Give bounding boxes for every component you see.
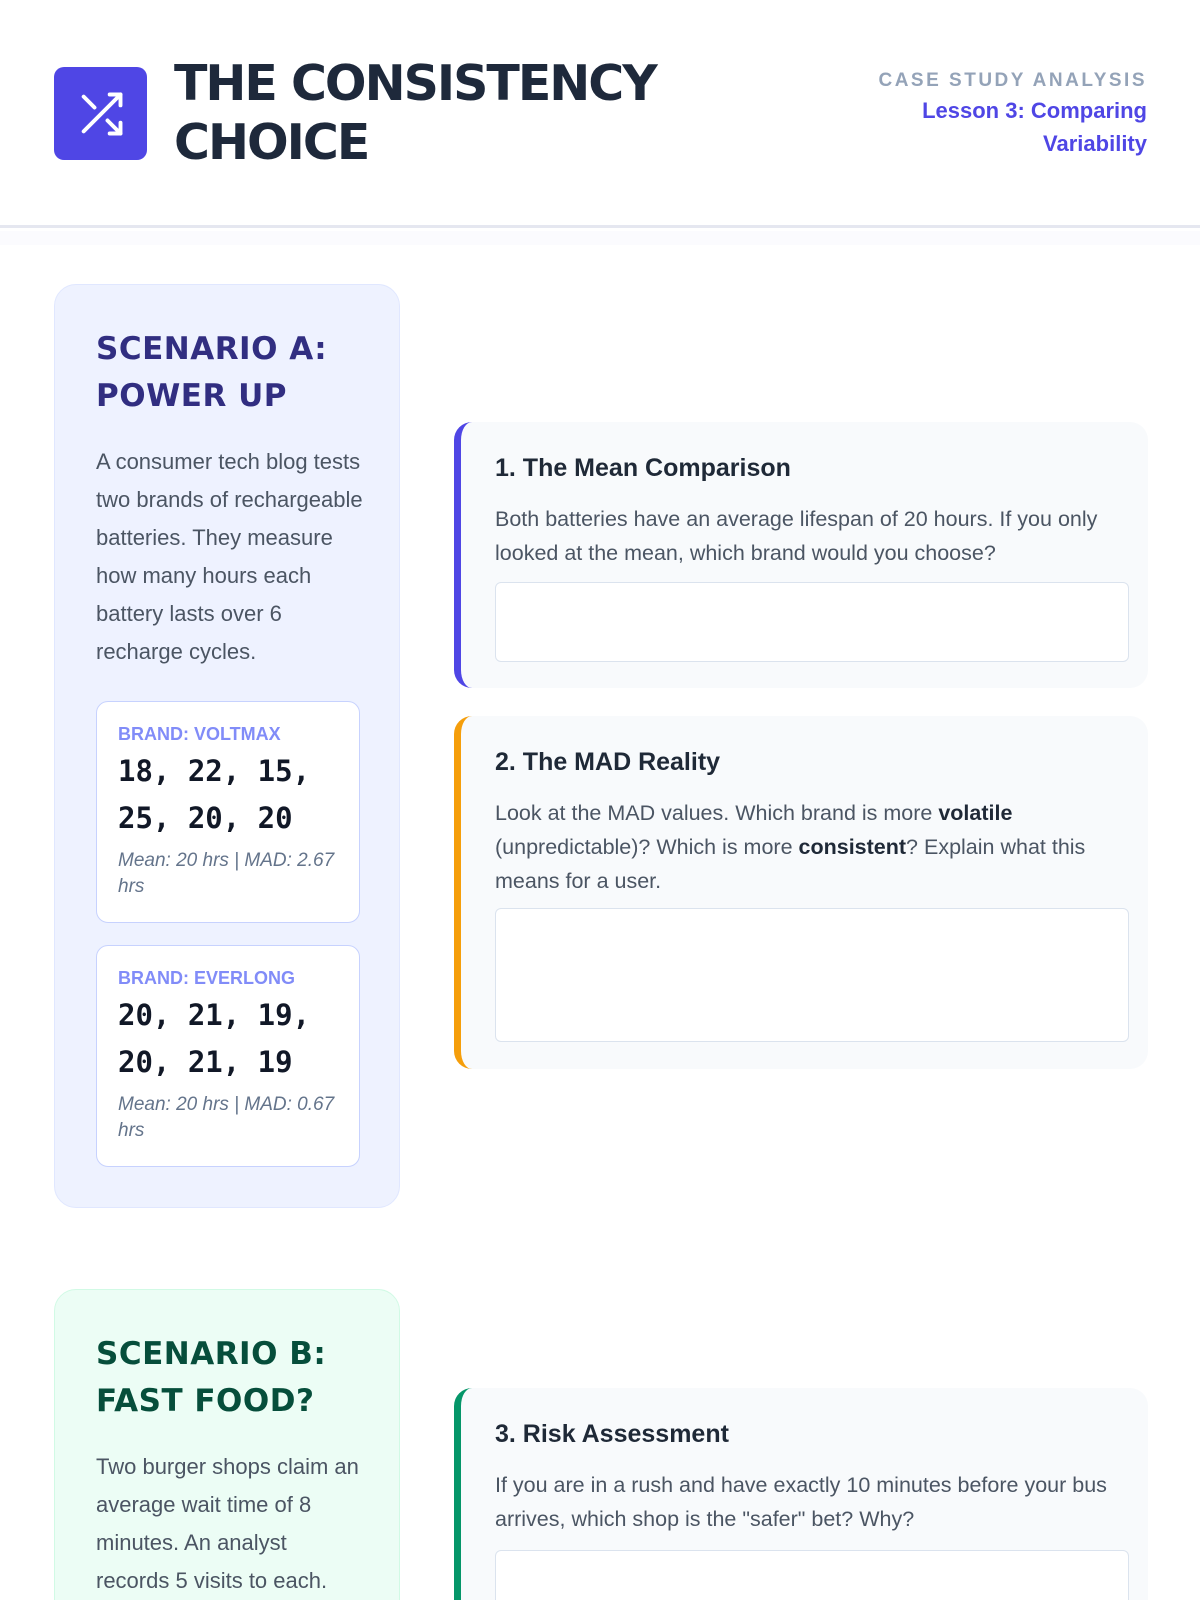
page-header	[0, 0, 1200, 228]
question-text-part: (unpredictable)? Which is more	[495, 835, 799, 859]
emphasis-consistent: consistent	[798, 835, 907, 859]
scenario-a-card	[54, 284, 400, 1208]
emphasis-volatile: volatile	[938, 801, 1013, 825]
scenario-a-title: SCENARIO A: POWER UP	[96, 331, 328, 414]
lesson-label: Lesson 3: Comparing Variability	[922, 98, 1147, 156]
brand-label: BRAND: VOLTMAX	[118, 724, 281, 744]
scenario-a-description: A consumer tech blog tests two brands of rechargeable batteries. They measure how many hours each battery lasts over 6 recharge cycles.	[96, 449, 363, 664]
answer-box-3[interactable]	[495, 1550, 1129, 1600]
scenario-b-card	[54, 1289, 400, 1600]
question-card-1	[454, 422, 1148, 688]
page-title	[174, 54, 656, 172]
category-label: CASE STUDY ANALYSIS	[878, 70, 1147, 91]
question-text	[495, 796, 1125, 898]
brand-label: BRAND: EVERLONG	[118, 968, 296, 988]
question-card-2	[454, 716, 1148, 1069]
question-text-part: ? Explain what this means for a user.	[495, 835, 1086, 893]
brand-card-voltmax	[96, 701, 360, 923]
question-title: 2. The MAD Reality	[495, 748, 721, 776]
brand-values: 20, 21, 19, 20, 21, 19	[118, 998, 311, 1079]
question-title: 1. The Mean Comparison	[495, 454, 791, 482]
brand-card-everlong	[96, 945, 360, 1167]
question-title: 3. Risk Assessment	[495, 1420, 729, 1448]
scenario-b-description: Two burger shops claim an average wait time of 8 minutes. An analyst records 5 visits to each.	[96, 1454, 359, 1593]
answer-box-1[interactable]	[495, 582, 1129, 662]
brand-values: 18, 22, 15, 25, 20, 20	[118, 754, 311, 835]
header-divider	[0, 231, 1200, 245]
page-title-line-2: CHOICE	[174, 114, 369, 171]
question-text: If you are in a rush and have exactly 10 minutes before your bus arrives, which shop is the "safer" bet? Why?	[495, 1473, 1107, 1531]
page-title-line-1: THE CONSISTENCY	[174, 55, 656, 112]
answer-box-2[interactable]	[495, 908, 1129, 1042]
scenario-b-title: SCENARIO B: FAST FOOD?	[96, 1336, 327, 1419]
brand-stats: Mean: 20 hrs | MAD: 2.67 hrs	[118, 850, 335, 897]
question-card-3	[454, 1388, 1148, 1600]
brand-stats: Mean: 20 hrs | MAD: 0.67 hrs	[118, 1094, 335, 1141]
question-text: Both batteries have an average lifespan of 20 hours. If you only looked at the mean, which brand would you choose?	[495, 507, 1098, 565]
question-text-part: Look at the MAD values. Which brand is more	[495, 801, 939, 825]
shuffle-icon	[54, 67, 147, 160]
